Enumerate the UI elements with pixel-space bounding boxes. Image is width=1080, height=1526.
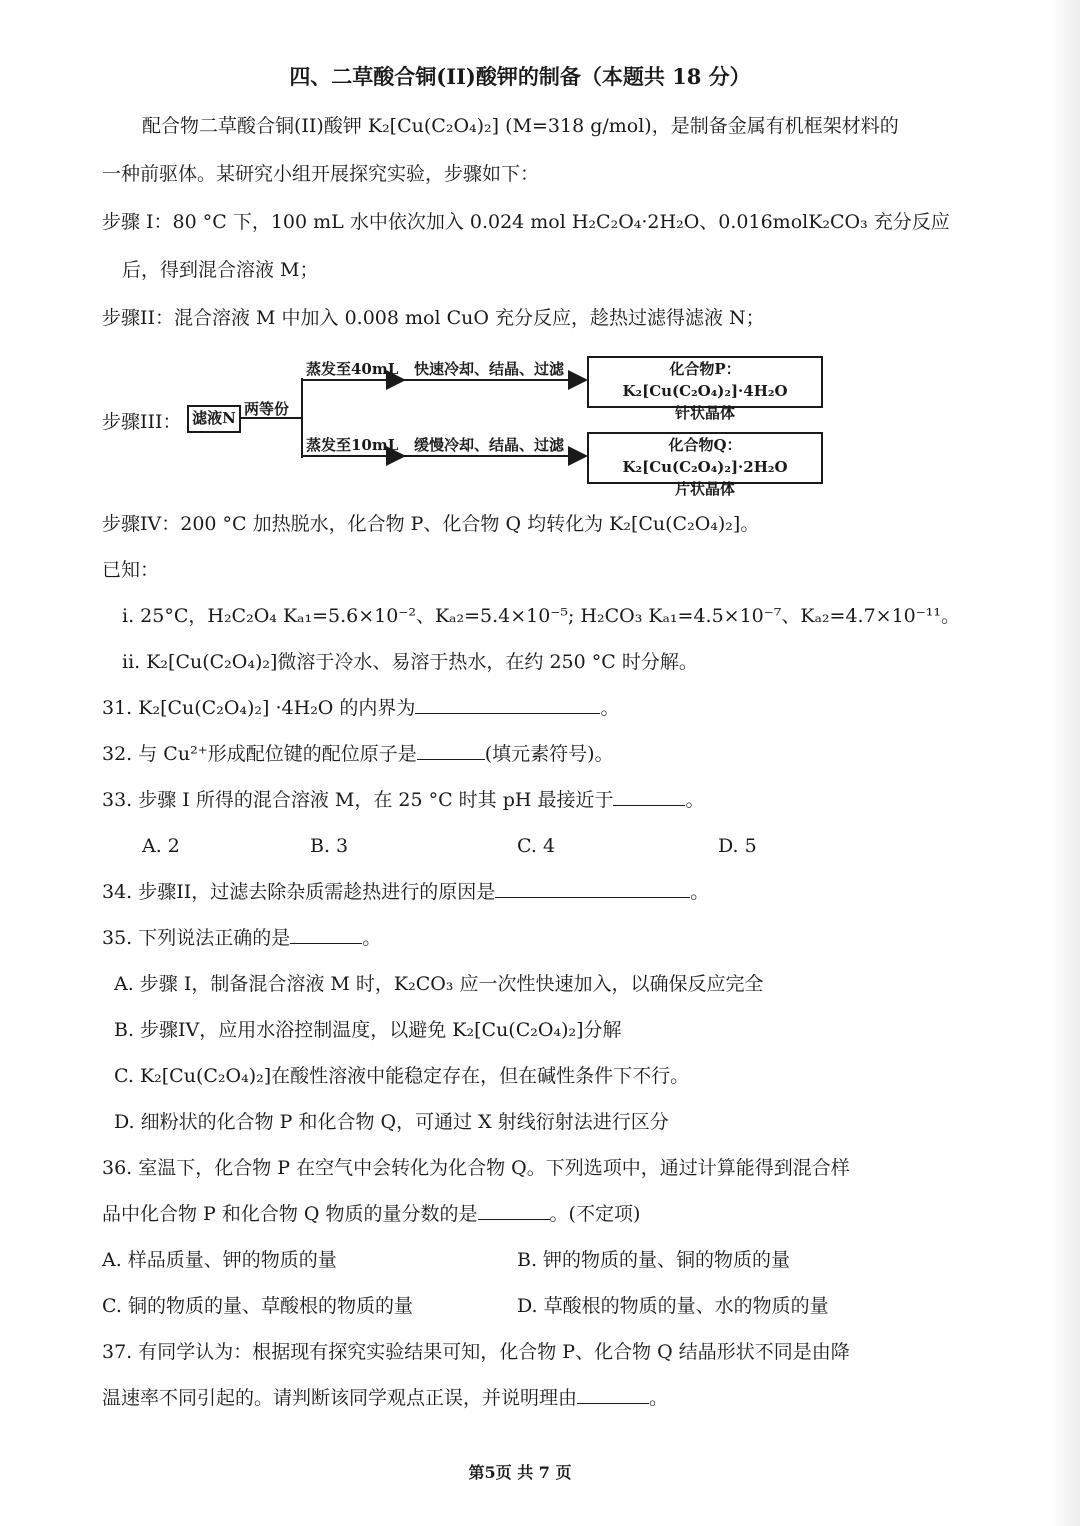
compound-p-shape: 针状晶体 <box>674 404 735 422</box>
step2-text: 步骤II：混合溶液 M 中加入 0.008 mol CuO 充分反应，趁热过滤得滤液 N； <box>102 307 765 329</box>
lower-evap-label: 蒸发至10mL <box>306 436 399 454</box>
q36-text: 品中化合物 P 和化合物 Q 物质的量分数的是 <box>102 1203 478 1225</box>
q31-answer-blank[interactable] <box>415 695 600 714</box>
q36-option-b: B. 钾的物质的量、铜的物质的量 <box>517 1249 791 1271</box>
split-label: 两等份 <box>244 400 290 418</box>
question-37-line-1: 37. 有同学认为：根据现有探究实验结果可知，化合物 P、化合物 Q 结晶形状不同是由降 <box>102 1341 850 1363</box>
q33-option-a: A. 2 <box>142 835 180 857</box>
q33-end: 。 <box>685 789 705 811</box>
known-heading: 已知： <box>102 559 160 581</box>
q34-text: 34. 步骤II，过滤去除杂质需趁热进行的原因是 <box>102 881 496 903</box>
compound-q-shape: 片状晶体 <box>674 480 735 498</box>
q35-text: 35. 下列说法正确的是 <box>102 927 291 949</box>
q37-answer-blank[interactable] <box>577 1385 649 1404</box>
compound-p-box <box>587 356 823 422</box>
question-32 <box>102 740 614 768</box>
q32-end: (填元素符号)。 <box>484 743 614 765</box>
q35-option-b: B. 步骤IV，应用水浴控制温度，以避免 K₂[Cu(C₂O₄)₂]分解 <box>114 1019 622 1041</box>
compound-q-formula: 化合物Q：K₂[Cu(C₂O₄)₂]·2H₂O <box>622 436 788 476</box>
step1-line-1: 步骤 I：80 °C 下，100 mL 水中依次加入 0.024 mol H₂C₂O₄·2H₂O、0.016molK₂CO₃ 充分反应 <box>102 211 950 233</box>
compound-q-box <box>587 432 823 498</box>
page-edge-shadow <box>1052 0 1080 1526</box>
question-36-line-2 <box>102 1200 640 1228</box>
q33-answer-blank[interactable] <box>613 787 685 806</box>
q35-end: 。 <box>362 927 382 949</box>
upper-cool-label: 快速冷却、结晶、过滤 <box>414 360 565 378</box>
q34-end: 。 <box>690 881 710 903</box>
intro-line-1: 配合物二草酸合铜(II)酸钾 K₂[Cu(C₂O₄)₂] (M=318 g/mol)，是制备金属有机框架材料的 <box>142 115 899 137</box>
upper-evap-label: 蒸发至40mL <box>306 360 399 378</box>
filtrate-n-box: 滤液N <box>187 405 241 433</box>
q33-option-b: B. 3 <box>310 835 349 857</box>
q32-text: 32. 与 Cu²⁺形成配位键的配位原子是 <box>102 743 417 765</box>
question-33 <box>102 786 705 814</box>
known-ii: ii. K₂[Cu(C₂O₄)₂]微溶于冷水、易溶于热水，在约 250 °C 时分解。 <box>122 651 698 673</box>
q35-option-a: A. 步骤 I，制备混合溶液 M 时，K₂CO₃ 应一次性快速加入，以确保反应完全 <box>114 973 764 995</box>
step1-line-2: 后，得到混合溶液 M； <box>122 259 319 281</box>
q37-end: 。 <box>649 1387 669 1409</box>
q35-option-c: C. K₂[Cu(C₂O₄)₂]在酸性溶液中能稳定存在，但在碱性条件下不行。 <box>114 1065 690 1087</box>
q36-option-c: C. 铜的物质的量、草酸根的物质的量 <box>102 1295 413 1317</box>
question-36-line-1: 36. 室温下，化合物 P 在空气中会转化为化合物 Q。下列选项中，通过计算能得到混合样 <box>102 1157 850 1179</box>
q36-option-a: A. 样品质量、钾的物质的量 <box>102 1249 337 1271</box>
step3-label: 步骤III： <box>102 411 182 433</box>
question-37-line-2 <box>102 1384 668 1412</box>
q31-end: 。 <box>600 697 620 719</box>
known-i: i. 25°C，H₂C₂O₄ Kₐ₁=5.6×10⁻²、Kₐ₂=5.4×10⁻⁵; H₂CO₃ Kₐ₁=4.5×10⁻⁷、Kₐ₂=4.7×10⁻¹¹。 <box>122 605 961 627</box>
q37-text: 温速率不同引起的。请判断该同学观点正误，并说明理由 <box>102 1387 578 1409</box>
lower-cool-label: 缓慢冷却、结晶、过滤 <box>414 436 565 454</box>
question-35 <box>102 924 381 952</box>
question-34 <box>102 878 709 906</box>
compound-p-formula: 化合物P：K₂[Cu(C₂O₄)₂]·4H₂O <box>622 360 788 400</box>
step4-text: 步骤IV：200 °C 加热脱水，化合物 P、化合物 Q 均转化为 K₂[Cu(C₂O₄)₂]。 <box>102 513 760 535</box>
q33-text: 33. 步骤 I 所得的混合溶液 M，在 25 °C 时其 pH 最接近于 <box>102 789 614 811</box>
q34-answer-blank[interactable] <box>495 879 690 898</box>
q36-end: 。(不定项) <box>549 1203 641 1225</box>
q36-option-d: D. 草酸根的物质的量、水的物质的量 <box>517 1295 829 1317</box>
q31-text: 31. K₂[Cu(C₂O₄)₂] ·4H₂O 的内界为 <box>102 697 416 719</box>
q36-answer-blank[interactable] <box>478 1201 550 1220</box>
q33-option-c: C. 4 <box>517 835 556 857</box>
page-footer: 第5页 共 7 页 <box>468 1463 572 1482</box>
q35-option-d: D. 细粉状的化合物 P 和化合物 Q，可通过 X 射线衍射法进行区分 <box>114 1111 669 1133</box>
question-31 <box>102 694 619 722</box>
section-title: 四、二草酸合铜(II)酸钾的制备（本题共 18 分） <box>289 64 751 89</box>
q35-answer-blank[interactable] <box>290 925 362 944</box>
q32-answer-blank[interactable] <box>417 741 485 760</box>
q33-option-d: D. 5 <box>718 835 757 857</box>
intro-line-2: 一种前驱体。某研究小组开展探究实验，步骤如下： <box>102 163 540 185</box>
